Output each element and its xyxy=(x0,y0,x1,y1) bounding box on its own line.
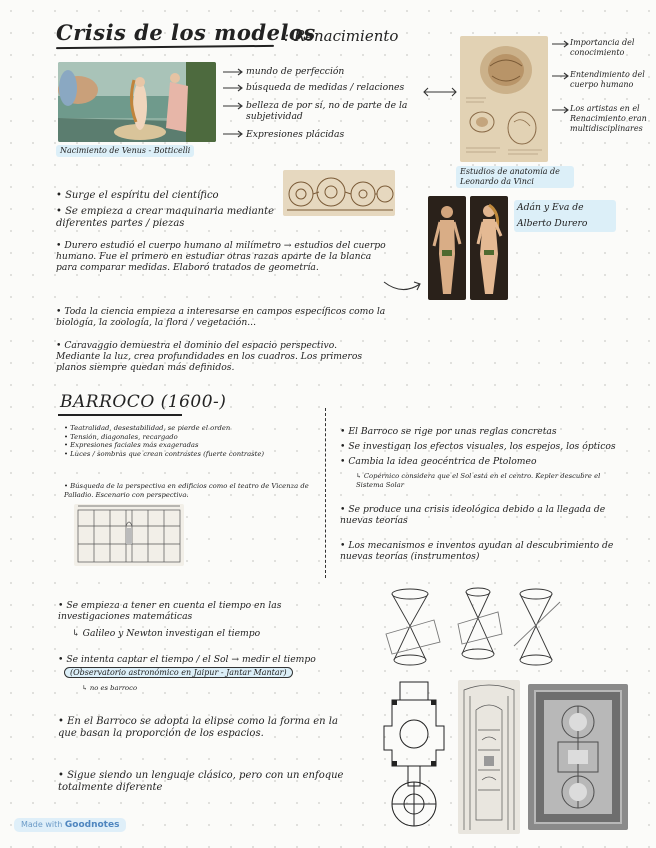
ellipse-bullet-text: En el Barroco se adopta la elipse como la forma en la que basan la proporción de los espacios. xyxy=(58,716,338,739)
sun-bullet: • Se intenta captar el tiempo / el Sol → medir el tiempo xyxy=(58,654,316,665)
not-baroque-note: ↳ no es barroco xyxy=(82,684,138,692)
barroco-left-point-3: • Expresiones faciales más exageradas xyxy=(64,441,199,449)
time-bullet-text: Se empieza a tener en cuenta el tiempo en las investigaciones matemáticas xyxy=(58,600,282,622)
classic-language-bullet-text: Sigue siendo un lenguaje clásico, pero con un enfoque totalmente diferente xyxy=(58,770,344,793)
davinci-anatomy-image xyxy=(460,36,548,162)
conic-sections-sketches xyxy=(384,584,568,668)
davinci-arrows xyxy=(550,36,572,146)
made-with-label: Made with xyxy=(21,820,63,829)
barroco-right-point-3: • Cambia la idea geocéntrica de Ptolomeo xyxy=(340,456,537,467)
barroco-underline xyxy=(58,414,182,416)
double-arrow-icon xyxy=(420,86,460,98)
barroco-right-point-4: • Se produce una crisis ideológica debido a la llegada de nuevas teorías xyxy=(340,504,606,526)
botticelli-note-1: mundo de perfección xyxy=(246,66,345,77)
barroco-left-point-1: • Teatralidad, desestabilidad, se pierde el orden xyxy=(64,424,231,432)
science-bullet-4: • Toda la ciencia empieza a interesarse en campos específicos como la biología, la zoología, la flora / vegetación... xyxy=(56,306,386,328)
barroco-right-point-2: • Se investigan los efectos visuales, los espejos, los ópticos xyxy=(340,441,616,452)
ellipse-bullet: • En el Barroco se adopta la elipse como la forma en la que basan la proporción de los espacios. xyxy=(58,716,338,739)
science-bullet-5-text: Caravaggio demuestra el dominio del espacio perspectivo. Mediante la luz, crea profundidades en los cuadros. Los primeros planos siempre quedan más definidos. xyxy=(56,340,363,373)
science-bullet-5: • Caravaggio demuestra el dominio del espacio perspectivo. Mediante la luz, crea profundidades en los cuadros. Los primeros planos siempre quedan más definidos. xyxy=(56,340,363,373)
baroque-engraving-image xyxy=(458,680,520,834)
botticelli-note-3: belleza de por sí, no de parte de la subjetividad xyxy=(246,100,408,122)
adam-painting-image xyxy=(428,196,466,300)
davinci-note-2: Entendimiento del cuerpo humano xyxy=(570,70,645,89)
copernicus-note: ↳ Copérnico considera que el Sol está en el centro. Kepler descubre el Sistema Solar xyxy=(356,472,601,489)
barroco-left-point-4: • Luces / sombras que crean contrastes (fuerte contraste) xyxy=(64,449,265,458)
classic-language-bullet: • Sigue siendo un lenguaje clásico, pero con un enfoque totalmente diferente xyxy=(58,770,344,793)
davinci-caption: Estudios de anatomía de Leonardo da Vinci xyxy=(456,166,574,188)
jantar-mantar-text: (Observatorio astronómico en Jaipur - Jantar Mantar) xyxy=(64,667,293,678)
durero-caption: Adán y Eva de Alberto Durero xyxy=(514,200,616,232)
baroque-floor-plan-image xyxy=(378,680,450,830)
time-bullet: • Se empieza a tener en cuenta el tiempo en las investigaciones matemáticas xyxy=(58,600,282,622)
column-divider xyxy=(325,408,326,578)
page-title: Crisis de los modelos xyxy=(56,20,316,45)
title-underline xyxy=(56,45,274,49)
curved-arrow-icon xyxy=(380,274,426,296)
eve-painting-image xyxy=(470,196,508,300)
davinci-note-3: Los artistas en el Renacimiento eran multidisciplinares xyxy=(570,104,647,133)
science-bullet-3: • Durero estudió el cuerpo humano al milímetro → estudios del cuerpo humano. Fue el primero en estudiar otras razas aparte de la blanca para comparar medidas. Elaboró tratados de geometría. xyxy=(56,240,386,273)
barroco-heading: BARROCO (1600-) xyxy=(60,392,227,412)
birth-of-venus-image xyxy=(58,62,216,142)
page-subtitle: : Renacimiento xyxy=(284,27,399,45)
science-bullet-1-text: Surge el espíritu del científico xyxy=(65,190,219,201)
barroco-left-list xyxy=(64,424,322,458)
davinci-note-1: Importancia del conocimiento xyxy=(570,38,635,57)
perspective-note: • Búsqueda de la perspectiva en edificios como el teatro de Vicenza de Palladio. Escenario con perspectiva. xyxy=(64,482,309,499)
machinery-sketch-image xyxy=(283,170,395,216)
perspective-note-text: Búsqueda de la perspectiva en edificios como el teatro de Vicenza de Palladio. Escenario con perspectiva. xyxy=(64,482,309,499)
botticelli-note-4: Expresiones plácidas xyxy=(246,129,345,140)
science-bullet-2: • Se empieza a crear maquinaria mediante diferentes partes / piezas xyxy=(56,206,275,229)
teatro-olimpico-image xyxy=(74,504,184,566)
science-bullet-3-text: Durero estudió el cuerpo humano al milímetro → estudios del cuerpo humano. Fue el primero en estudiar otras razas aparte de la blanca para comparar medidas. Elaboró tratados de geometría. xyxy=(56,240,386,273)
goodnotes-badge[interactable] xyxy=(14,818,126,832)
science-bullet-4-text: Toda la ciencia empieza a interesarse en campos específicos como la biología, la zoología, la flora / vegetación... xyxy=(56,306,386,328)
barroco-right-point-1: • El Barroco se rige por unas reglas concretas xyxy=(340,426,557,437)
sun-bullet-text: Se intenta captar el tiempo / el Sol → medir el tiempo xyxy=(66,654,316,665)
barroco-right-point-5: • Los mecanismos e inventos ayudan al descubrimiento de nuevas teorías (instrumentos) xyxy=(340,540,614,562)
baroque-ceiling-plan-image xyxy=(528,684,628,830)
copernicus-note-text: Copérnico considera que el Sol está en el centro. Kepler descubre el Sistema Solar xyxy=(356,472,601,489)
botticelli-note-2: búsqueda de medidas / relaciones xyxy=(246,82,405,93)
barroco-left-point-2: • Tensión, diagonales, recargado xyxy=(64,432,178,441)
botticelli-caption: Nacimiento de Venus - Botticelli xyxy=(56,145,194,157)
time-bullet-sub: ↳ Galileo y Newton investigan el tiempo xyxy=(72,628,261,639)
goodnotes-brand: Goodnotes xyxy=(64,820,120,830)
science-bullet-1: • Surge el espíritu del científico xyxy=(56,190,219,201)
science-bullet-2-text: Se empieza a crear maquinaria mediante diferentes partes / piezas xyxy=(56,206,275,229)
jantar-mantar-highlight xyxy=(64,668,364,678)
